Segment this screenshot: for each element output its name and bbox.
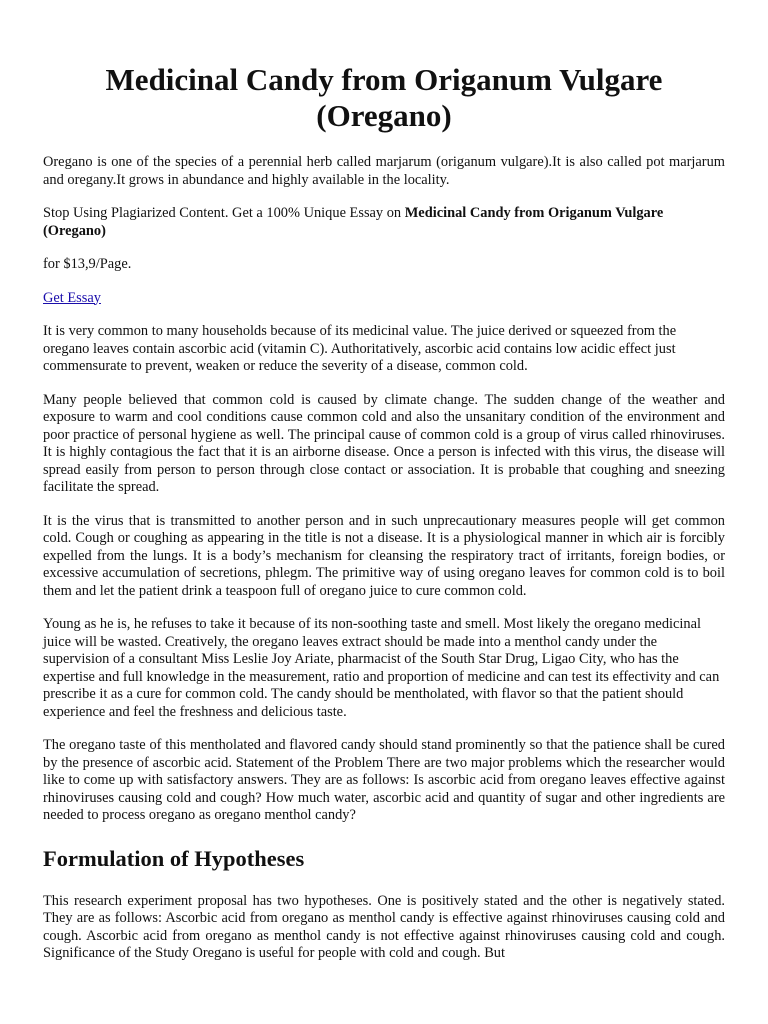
promo-text — [43, 205, 725, 240]
body-paragraph: It is the virus that is transmitted to another person and in such unprecautionary measures people will get common cold. Cough or coughing as appearing in the title is not a disease. It is a physiological manner in which air is forcibly expelled from the lungs. It is a body’s mechanism for cleansing the respiratory tract of irritants, foreign bodies, or excessive accumulation of secretions, phlegm. The primitive way of using oregano leaves for common cold is to boil them and let the patient drink a teaspoon full of oregano juice to cure common cold. — [43, 512, 725, 599]
promo-price: for $13,9/Page. — [43, 256, 132, 272]
get-essay-link[interactable]: Get Essay — [43, 289, 101, 306]
section-heading: Formulation of Hypotheses — [43, 845, 305, 871]
body-paragraph: It is very common to many households because of its medicinal value. The juice derived or squeezed from the oregano leaves contain ascorbic acid (vitamin C). Authoritatively, ascorbic acid contains low acidic effect just commensurate to prevent, weaken or reduce the severity of a disease, common cold. — [43, 323, 677, 374]
promo-essay-title: Medicinal Candy from Origanum Vulgare (Oregano) — [43, 205, 664, 239]
body-paragraph: The oregano taste of this mentholated and flavored candy should stand prominently so that the patience shall be cured by the presence of ascorbic acid. Statement of the Problem There are two major problems which the researcher would like to come up with satisfactory answers. They are as follows: Is ascorbic acid from oregano leaves effective against rhinoviruses causing cold and cough? How much water, ascorbic acid and quantity of sugar and other ingredients are needed to process oregano as oregano menthol candy? — [43, 737, 725, 823]
body-paragraph: Young as he is, he refuses to take it because of its non-soothing taste and smell. Most likely the oregano medicinal juice will be wasted. Creatively, the oregano leaves extract should be made into a menthol candy under the supervision of a consultant Miss Leslie Joy Ariate, pharmacist of the South Star Drug, Ligao City, who has the expertise and full knowledge in the measurement, ratio and proportion of medicine and can test its effectivity and can prescribe it as a cure for common cold. The candy should be mentholated, with flavor so that the patient should experience and feel the freshness and delicious taste. — [43, 616, 720, 720]
promo-prefix: Stop Using Plagiarized Content. Get a 100% Unique Essay on — [43, 205, 405, 221]
body-paragraph: Many people believed that common cold is caused by climate change. The sudden change of the weather and exposure to warm and cool conditions cause common cold and also the unsanitary condition of the environment and poor practice of personal hygiene as well. The principal cause of common cold is a group of virus called rhinoviruses. It is highly contagious the fact that it is an airborne disease. Once a person is infected with this virus, the disease will spread easily from person to person through close contact or association. It is probable that coughing and sneezing facilitate the spread. — [43, 391, 725, 495]
intro-paragraph: Oregano is one of the species of a perennial herb called marjarum (origanum vulgare).It is also called pot marjarum and oregany.It grows in abundance and highly available in the locality. — [43, 154, 725, 188]
section-paragraph: This research experiment proposal has two hypotheses. One is positively stated and the other is negatively stated. They are as follows: Ascorbic acid from oregano as menthol candy is effective against rhinoviruses causing cold and cough. Ascorbic acid from oregano as menthol candy is not effective against rhinoviruses causing cold and cough. Significance of the Study Oregano is useful for people with cold and cough. But — [43, 892, 725, 961]
get-essay-container — [43, 290, 725, 308]
document-title: Medicinal Candy from Origanum Vulgare (Oregano) — [105, 62, 663, 133]
